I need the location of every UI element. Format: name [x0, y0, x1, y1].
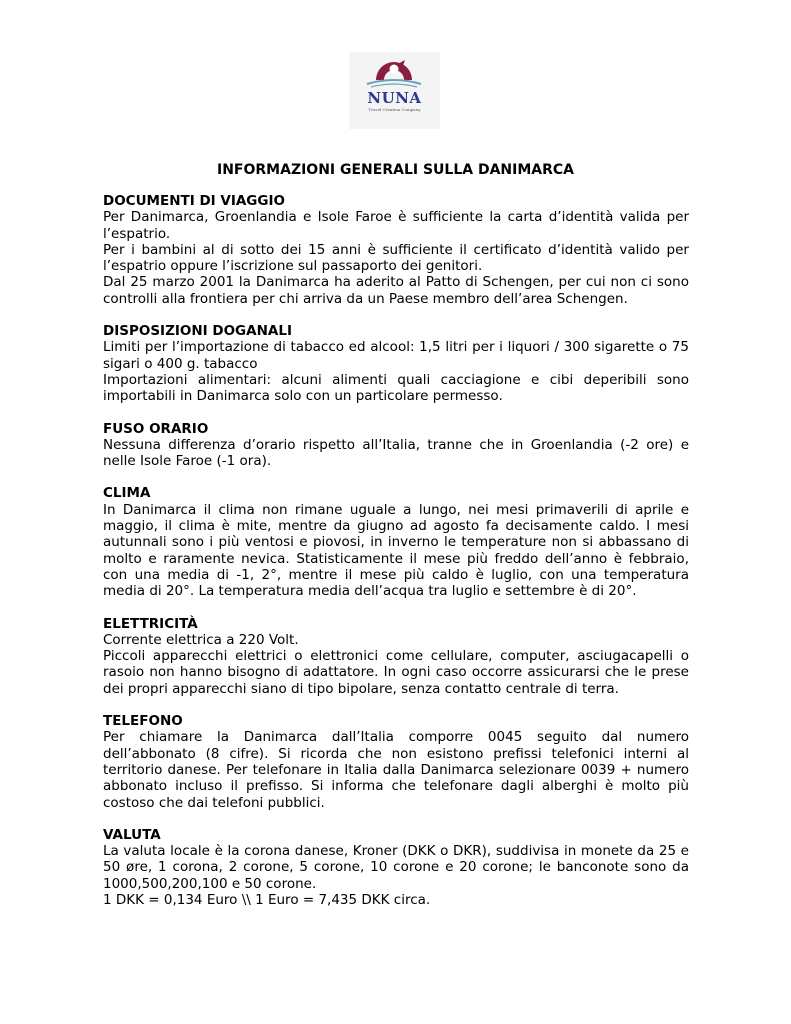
page-title: INFORMAZIONI GENERALI SULLA DANIMARCA	[217, 162, 574, 178]
section-valuta	[103, 827, 689, 908]
section-heading: VALUTA	[103, 826, 161, 843]
section-paragraph: Corrente elettrica a 220 Volt.	[103, 631, 299, 648]
section-paragraph: Piccoli apparecchi elettrici o elettronici come cellulare, computer, asciugacapelli o rasoio non hanno bisogno di adattatore. In ogni caso occorre assicurarsi che le prese dei propri apparecchi siano di tipo bipolare, senza contatto centrale di terra.	[103, 648, 689, 697]
section-paragraph: Limiti per l’importazione di tabacco ed alcool: 1,5 litri per i liquori / 300 sigarette o 75 sigari o 400 g. tabacco	[103, 339, 689, 372]
section-paragraph: In Danimarca il clima non rimane uguale a lungo, nei mesi primaverili di aprile e maggio, il clima è mite, mentre da giugno ad agosto fa decisamente caldo. I mesi autunnali sono i più ventosi e piovosi, in inverno le temperature non si abbassano di molto e raramente nevica. Statisticamente il mese più freddo dell’anno è febbraio, con una media di -1, 2°, mentre il mese più caldo è luglio, con una temperatura media di 20°. La temperatura media dell’acqua tra luglio e settembre è di 20°.	[103, 501, 689, 600]
section-telefono	[103, 713, 689, 811]
section-heading: CLIMA	[103, 485, 151, 502]
company-logo	[349, 52, 440, 129]
section-paragraph: Nessuna differenza d’orario rispetto all’Italia, tranne che in Groenlandia (-2 ore) e nelle Isole Faroe (-1 ora).	[103, 436, 689, 470]
document-body	[103, 193, 689, 924]
section-fuso-orario	[103, 421, 689, 470]
section-paragraph: 1 DKK = 0,134 Euro \\ 1 Euro = 7,435 DKK circa.	[103, 891, 431, 908]
section-heading: TELEFONO	[103, 713, 183, 730]
section-paragraph: Per Danimarca, Groenlandia e Isole Faroe è sufficiente la carta d’identità valida per l’espatrio.	[103, 209, 689, 242]
section-paragraph: Per chiamare la Danimarca dall’Italia comporre 0045 seguito dal numero dell’abbonato (8 cifre). Si ricorda che non esistono prefissi telefonici interni al territorio danese. Per telefonare in Italia dalla Danimarca selezionare 0039 + numero abbonato incluso il prefisso. Si informa che telefonare dagli alberghi è molto più costoso che dai telefoni pubblici.	[103, 729, 689, 811]
section-disposizioni-doganali	[103, 323, 689, 404]
section-paragraph: Dal 25 marzo 2001 la Danimarca ha aderito al Patto di Schengen, per cui non ci sono controlli alla frontiera per chi arriva da un Paese membro dell’area Schengen.	[103, 274, 689, 307]
section-clima	[103, 485, 689, 599]
section-elettricita	[103, 616, 689, 697]
section-heading: DOCUMENTI DI VIAGGIO	[103, 193, 285, 209]
section-paragraph: La valuta locale è la corona danese, Kroner (DKK o DKR), suddivisa in monete da 25 e 50 øre, 1 corona, 2 corone, 5 corone, 10 corone e 20 corone; le banconote sono da 1000,500,200,100 e 50 corone.	[103, 843, 689, 892]
logo-name: NUNA	[367, 89, 422, 107]
section-heading: ELETTRICITÀ	[103, 615, 198, 632]
section-heading: DISPOSIZIONI DOGANALI	[103, 323, 292, 340]
logo-tagline: Travel Creation Company	[368, 107, 421, 112]
section-paragraph: Importazioni alimentari: alcuni alimenti quali cacciagione e cibi deperibili sono importabili in Danimarca solo con un particolare permesso.	[103, 371, 689, 405]
section-heading: FUSO ORARIO	[103, 420, 209, 437]
section-paragraph: Per i bambini al di sotto dei 15 anni è sufficiente il certificato d’identità valido per l’espatrio oppure l’iscrizione sul passaporto dei genitori.	[103, 241, 689, 275]
section-documenti-di-viaggio	[103, 193, 689, 307]
